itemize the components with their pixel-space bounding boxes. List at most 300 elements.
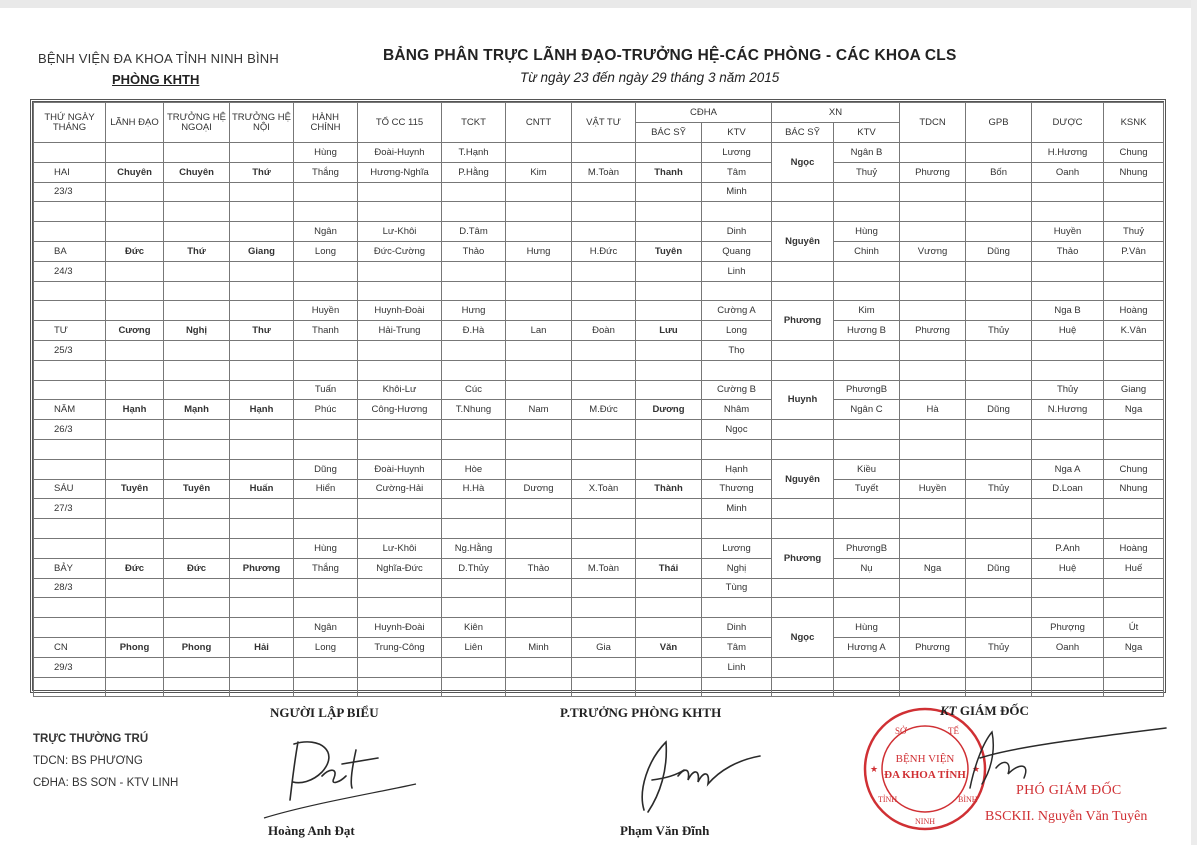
lab-doctor-cell: Ngọc: [772, 618, 834, 658]
it-cell: [506, 340, 572, 360]
imaging-doctor-cell: [636, 439, 702, 459]
supplies-cell: [572, 578, 636, 598]
leader-cell: Hạnh: [106, 400, 164, 420]
tckt-cell: [442, 360, 506, 380]
tdcn-cell: [900, 261, 966, 281]
resident-tdcn: TDCN: BS PHƯƠNG: [33, 755, 143, 767]
gpb-cell: Thủy: [966, 479, 1032, 499]
pharmacy-cell: [1032, 439, 1104, 459]
lab-tech-cell: Hương A: [834, 637, 900, 657]
ksnk-cell: [1104, 519, 1164, 539]
lab-doctor-cell: [772, 182, 834, 202]
surgery-head-cell: Tuyên: [164, 479, 230, 499]
tckt-cell: Cúc: [442, 380, 506, 400]
ksnk-cell: Nga: [1104, 400, 1164, 420]
imaging-tech-cell: Thọ: [702, 340, 772, 360]
leader-cell: [106, 439, 164, 459]
surgery-head-cell: [164, 182, 230, 202]
admin-cell: Thắng: [294, 558, 358, 578]
pharmacy-cell: [1032, 360, 1104, 380]
leader-cell: [106, 281, 164, 301]
tdcn-cell: [900, 281, 966, 301]
imaging-tech-cell: Nhâm: [702, 400, 772, 420]
it-cell: [506, 499, 572, 519]
internal-head-cell: [230, 420, 294, 440]
ksnk-cell: Nhung: [1104, 479, 1164, 499]
schedule-row: [34, 657, 1164, 677]
lab-doctor-cell: [772, 657, 834, 677]
tdcn-cell: Vương: [900, 241, 966, 261]
surgery-head-cell: [164, 657, 230, 677]
scan-right-edge: [1191, 0, 1197, 845]
it-cell: [506, 222, 572, 242]
schedule-row: [34, 558, 1164, 578]
cc115-cell: Lư-Khôi: [358, 538, 442, 558]
tckt-cell: [442, 677, 506, 697]
gpb-cell: [966, 598, 1032, 618]
cc115-cell: Cường-Hải: [358, 479, 442, 499]
imaging-tech-cell: Cường B: [702, 380, 772, 400]
lab-tech-cell: Kiều: [834, 459, 900, 479]
lab-tech-cell: Hương B: [834, 321, 900, 341]
day-date: 23/3: [34, 182, 106, 202]
admin-cell: [294, 281, 358, 301]
gpb-cell: Bốn: [966, 162, 1032, 182]
col-imaging-tech: KTV: [702, 123, 772, 143]
imaging-tech-cell: Minh: [702, 182, 772, 202]
admin-cell: Long: [294, 637, 358, 657]
tckt-cell: Đ.Hà: [442, 321, 506, 341]
ksnk-cell: [1104, 420, 1164, 440]
day-date: 25/3: [34, 340, 106, 360]
supplies-cell: [572, 420, 636, 440]
leader-cell: [106, 618, 164, 638]
pharmacy-cell: [1032, 499, 1104, 519]
col-admin: HÀNH CHÍNH: [294, 103, 358, 143]
tckt-cell: Kiên: [442, 618, 506, 638]
ksnk-cell: [1104, 340, 1164, 360]
stamp-line-1: BỆNH VIỆN: [895, 753, 955, 765]
it-cell: [506, 360, 572, 380]
surgery-head-cell: Phong: [164, 637, 230, 657]
pharmacy-cell: [1032, 340, 1104, 360]
internal-head-cell: [230, 618, 294, 638]
preparer-title: NGƯỜI LẬP BIỂU: [270, 705, 379, 720]
internal-head-cell: Thư: [230, 321, 294, 341]
admin-cell: Ngân: [294, 618, 358, 638]
schedule-row: [34, 439, 1164, 459]
imaging-doctor-cell: [636, 519, 702, 539]
lab-tech-cell: [834, 598, 900, 618]
lab-tech-cell: Ngân C: [834, 400, 900, 420]
leader-cell: [106, 538, 164, 558]
internal-head-cell: [230, 380, 294, 400]
cc115-cell: [358, 261, 442, 281]
imaging-tech-cell: Minh: [702, 499, 772, 519]
imaging-doctor-cell: [636, 420, 702, 440]
leader-cell: [106, 420, 164, 440]
lab-doctor-cell: [772, 420, 834, 440]
supplies-cell: [572, 538, 636, 558]
internal-head-cell: [230, 439, 294, 459]
scan-top-edge: [0, 0, 1197, 8]
supplies-cell: [572, 677, 636, 697]
it-cell: Lan: [506, 321, 572, 341]
col-lab-tech: KTV: [834, 123, 900, 143]
surgery-head-cell: [164, 519, 230, 539]
schedule-row: [34, 301, 1164, 321]
tdcn-cell: [900, 143, 966, 163]
surgery-head-cell: [164, 222, 230, 242]
imaging-doctor-cell: [636, 202, 702, 222]
tdcn-cell: [900, 182, 966, 202]
imaging-doctor-cell: [636, 143, 702, 163]
cc115-cell: Trung-Công: [358, 637, 442, 657]
imaging-doctor-cell: [636, 618, 702, 638]
imaging-tech-cell: Hạnh: [702, 459, 772, 479]
it-cell: Minh: [506, 637, 572, 657]
admin-cell: [294, 578, 358, 598]
tdcn-cell: Phương: [900, 321, 966, 341]
internal-head-cell: [230, 281, 294, 301]
internal-head-cell: [230, 519, 294, 539]
imaging-tech-cell: Tùng: [702, 578, 772, 598]
tckt-cell: H.Hà: [442, 479, 506, 499]
schedule-row: [34, 538, 1164, 558]
lab-doctor-cell: Nguyên: [772, 459, 834, 499]
tckt-cell: [442, 420, 506, 440]
day-name: HAI: [34, 162, 106, 182]
day-spacer: [34, 598, 106, 618]
schedule-row: [34, 499, 1164, 519]
tckt-cell: Liên: [442, 637, 506, 657]
day-spacer: [34, 538, 106, 558]
tckt-cell: D.Thủy: [442, 558, 506, 578]
gpb-cell: [966, 281, 1032, 301]
schedule-row: [34, 618, 1164, 638]
it-cell: [506, 459, 572, 479]
day-date: 28/3: [34, 578, 106, 598]
admin-cell: Ngân: [294, 222, 358, 242]
table-header: [34, 103, 1164, 143]
tckt-cell: [442, 657, 506, 677]
lab-tech-cell: Thuỷ: [834, 162, 900, 182]
schedule-row: [34, 222, 1164, 242]
it-cell: [506, 538, 572, 558]
tckt-cell: Hưng: [442, 301, 506, 321]
imaging-tech-cell: [702, 677, 772, 697]
imaging-tech-cell: Lương: [702, 143, 772, 163]
admin-cell: [294, 340, 358, 360]
ksnk-cell: Giang: [1104, 380, 1164, 400]
tdcn-cell: [900, 301, 966, 321]
imaging-tech-cell: Long: [702, 321, 772, 341]
col-internal-head: TRƯỞNG HỆ NỘI: [230, 103, 294, 143]
schedule-row: [34, 143, 1164, 163]
lab-tech-cell: Chinh: [834, 241, 900, 261]
cc115-cell: Huynh-Đoài: [358, 301, 442, 321]
day-spacer: [34, 380, 106, 400]
schedule-row: [34, 202, 1164, 222]
tdcn-cell: [900, 677, 966, 697]
lab-tech-cell: Tuyết: [834, 479, 900, 499]
lab-doctor-cell: [772, 677, 834, 697]
day-date: 29/3: [34, 657, 106, 677]
lab-doctor-cell: [772, 519, 834, 539]
supplies-cell: [572, 340, 636, 360]
it-cell: [506, 657, 572, 677]
gpb-cell: [966, 261, 1032, 281]
tdcn-cell: [900, 578, 966, 598]
gpb-cell: [966, 459, 1032, 479]
stamp-bottom-right: BÌNH: [958, 795, 978, 804]
supplies-cell: [572, 439, 636, 459]
it-cell: [506, 301, 572, 321]
admin-cell: Long: [294, 241, 358, 261]
day-date: 27/3: [34, 499, 106, 519]
day-spacer: [34, 439, 106, 459]
gpb-cell: [966, 519, 1032, 539]
supplies-cell: [572, 499, 636, 519]
ksnk-cell: K.Vân: [1104, 321, 1164, 341]
leader-cell: [106, 519, 164, 539]
schedule-table: [33, 102, 1164, 697]
leader-cell: [106, 340, 164, 360]
leader-cell: [106, 261, 164, 281]
gpb-cell: [966, 618, 1032, 638]
schedule-row: [34, 380, 1164, 400]
imaging-tech-cell: Cường A: [702, 301, 772, 321]
surgery-head-cell: [164, 380, 230, 400]
admin-cell: [294, 677, 358, 697]
surgery-head-cell: [164, 578, 230, 598]
pharmacy-cell: [1032, 677, 1104, 697]
cc115-cell: Khôi-Lư: [358, 380, 442, 400]
surgery-head-cell: [164, 459, 230, 479]
admin-cell: [294, 598, 358, 618]
tdcn-cell: [900, 598, 966, 618]
imaging-tech-cell: Nghị: [702, 558, 772, 578]
cc115-cell: Đoài-Huynh: [358, 143, 442, 163]
lab-doctor-cell: Nguyên: [772, 222, 834, 262]
tdcn-cell: [900, 380, 966, 400]
cc115-cell: Công-Hương: [358, 400, 442, 420]
it-cell: Kim: [506, 162, 572, 182]
document-title: BẢNG PHÂN TRỰC LÃNH ĐẠO-TRƯỞNG HỆ-CÁC PHÒNG - CÁC KHOA CLS: [383, 47, 957, 64]
it-cell: [506, 202, 572, 222]
ksnk-cell: [1104, 657, 1164, 677]
tdcn-cell: [900, 459, 966, 479]
pharmacy-cell: [1032, 420, 1104, 440]
schedule-row: [34, 598, 1164, 618]
admin-cell: Hùng: [294, 143, 358, 163]
cc115-cell: [358, 420, 442, 440]
ksnk-cell: Nhung: [1104, 162, 1164, 182]
cc115-cell: Hương-Nghĩa: [358, 162, 442, 182]
tckt-cell: Thảo: [442, 241, 506, 261]
surgery-head-cell: [164, 202, 230, 222]
day-spacer: [34, 677, 106, 697]
cc115-cell: [358, 677, 442, 697]
lab-tech-cell: [834, 261, 900, 281]
lab-tech-cell: [834, 657, 900, 677]
ksnk-cell: Nga: [1104, 637, 1164, 657]
cc115-cell: Nghĩa-Đức: [358, 558, 442, 578]
leader-cell: [106, 677, 164, 697]
lab-tech-cell: [834, 439, 900, 459]
deputy-head-signature: [608, 730, 768, 820]
day-spacer: [34, 281, 106, 301]
col-lab: XN: [772, 103, 900, 123]
director-title-line: [940, 703, 1029, 719]
imaging-doctor-cell: [636, 261, 702, 281]
day-spacer: [34, 360, 106, 380]
internal-head-cell: [230, 598, 294, 618]
tckt-cell: [442, 202, 506, 222]
lab-doctor-cell: Phương: [772, 538, 834, 578]
tdcn-cell: [900, 360, 966, 380]
pharmacy-cell: [1032, 182, 1104, 202]
ksnk-cell: [1104, 499, 1164, 519]
imaging-tech-cell: Lương: [702, 538, 772, 558]
col-imaging: CĐHA: [636, 103, 772, 123]
ksnk-cell: [1104, 261, 1164, 281]
leader-cell: [106, 202, 164, 222]
table-body: [34, 143, 1164, 697]
lab-doctor-cell: [772, 598, 834, 618]
imaging-tech-cell: Ngọc: [702, 420, 772, 440]
ksnk-cell: Út: [1104, 618, 1164, 638]
supplies-cell: M.Toàn: [572, 162, 636, 182]
it-cell: [506, 519, 572, 539]
schedule-row: [34, 677, 1164, 697]
tckt-cell: [442, 598, 506, 618]
leader-cell: Đức: [106, 558, 164, 578]
lab-doctor-cell: [772, 578, 834, 598]
lab-tech-cell: Kim: [834, 301, 900, 321]
cc115-cell: Huynh-Đoài: [358, 618, 442, 638]
schedule-row: [34, 241, 1164, 261]
imaging-tech-cell: Quang: [702, 241, 772, 261]
leader-cell: [106, 301, 164, 321]
it-cell: [506, 380, 572, 400]
admin-cell: Thanh: [294, 321, 358, 341]
imaging-tech-cell: Dinh: [702, 222, 772, 242]
gpb-cell: [966, 301, 1032, 321]
ksnk-cell: [1104, 677, 1164, 697]
supplies-cell: Gia: [572, 637, 636, 657]
pharmacy-cell: Oanh: [1032, 637, 1104, 657]
gpb-cell: [966, 380, 1032, 400]
surgery-head-cell: Nghị: [164, 321, 230, 341]
lab-tech-cell: Hùng: [834, 618, 900, 638]
tckt-cell: [442, 261, 506, 281]
leader-cell: [106, 360, 164, 380]
cc115-cell: [358, 499, 442, 519]
supplies-cell: H.Đức: [572, 241, 636, 261]
it-cell: [506, 578, 572, 598]
imaging-doctor-cell: [636, 578, 702, 598]
admin-cell: [294, 360, 358, 380]
imaging-tech-cell: [702, 519, 772, 539]
it-cell: [506, 261, 572, 281]
lab-tech-cell: [834, 360, 900, 380]
pharmacy-cell: H.Hương: [1032, 143, 1104, 163]
pharmacy-cell: Phượng: [1032, 618, 1104, 638]
surgery-head-cell: [164, 439, 230, 459]
pharmacy-cell: Huệ: [1032, 558, 1104, 578]
tckt-cell: T.Hạnh: [442, 143, 506, 163]
supplies-cell: [572, 261, 636, 281]
lab-doctor-cell: [772, 499, 834, 519]
gpb-cell: Thủy: [966, 321, 1032, 341]
admin-cell: Phúc: [294, 400, 358, 420]
gpb-cell: [966, 360, 1032, 380]
gpb-cell: [966, 420, 1032, 440]
leader-cell: [106, 459, 164, 479]
deputy-head-title: P.TRƯỞNG PHÒNG KHTH: [560, 705, 722, 720]
gpb-cell: [966, 578, 1032, 598]
schedule-row: [34, 162, 1164, 182]
tckt-cell: Hòe: [442, 459, 506, 479]
tdcn-cell: [900, 519, 966, 539]
admin-cell: [294, 202, 358, 222]
ksnk-cell: P.Vân: [1104, 241, 1164, 261]
schedule-row: [34, 182, 1164, 202]
internal-head-cell: [230, 182, 294, 202]
director-prefix: KT: [940, 703, 957, 718]
col-gpb: GPB: [966, 103, 1032, 143]
lab-doctor-cell: [772, 439, 834, 459]
internal-head-cell: Phương: [230, 558, 294, 578]
pharmacy-cell: N.Hương: [1032, 400, 1104, 420]
admin-cell: [294, 182, 358, 202]
supplies-cell: M.Đức: [572, 400, 636, 420]
pharmacy-cell: Huệ: [1032, 321, 1104, 341]
tckt-cell: D.Tâm: [442, 222, 506, 242]
imaging-doctor-cell: Thành: [636, 479, 702, 499]
col-ksnk: KSNK: [1104, 103, 1164, 143]
leader-cell: Đức: [106, 241, 164, 261]
it-cell: Nam: [506, 400, 572, 420]
imaging-doctor-cell: [636, 222, 702, 242]
day-spacer: [34, 143, 106, 163]
leader-cell: [106, 380, 164, 400]
schedule-row: [34, 459, 1164, 479]
director-title: GIÁM ĐỐC: [959, 703, 1029, 718]
pharmacy-cell: P.Anh: [1032, 538, 1104, 558]
cc115-cell: [358, 439, 442, 459]
admin-cell: [294, 499, 358, 519]
col-cc115: TỔ CC 115: [358, 103, 442, 143]
lab-tech-cell: [834, 677, 900, 697]
supplies-cell: [572, 380, 636, 400]
gpb-cell: [966, 499, 1032, 519]
internal-head-cell: [230, 677, 294, 697]
surgery-head-cell: [164, 301, 230, 321]
it-cell: [506, 598, 572, 618]
lab-tech-cell: PhươngB: [834, 380, 900, 400]
internal-head-cell: [230, 499, 294, 519]
schedule-row: [34, 637, 1164, 657]
pharmacy-cell: Thảo: [1032, 241, 1104, 261]
gpb-cell: Thủy: [966, 637, 1032, 657]
leader-cell: Phong: [106, 637, 164, 657]
admin-cell: Dũng: [294, 459, 358, 479]
it-cell: Thảo: [506, 558, 572, 578]
tckt-cell: [442, 281, 506, 301]
department-name: PHÒNG KHTH: [112, 72, 200, 87]
